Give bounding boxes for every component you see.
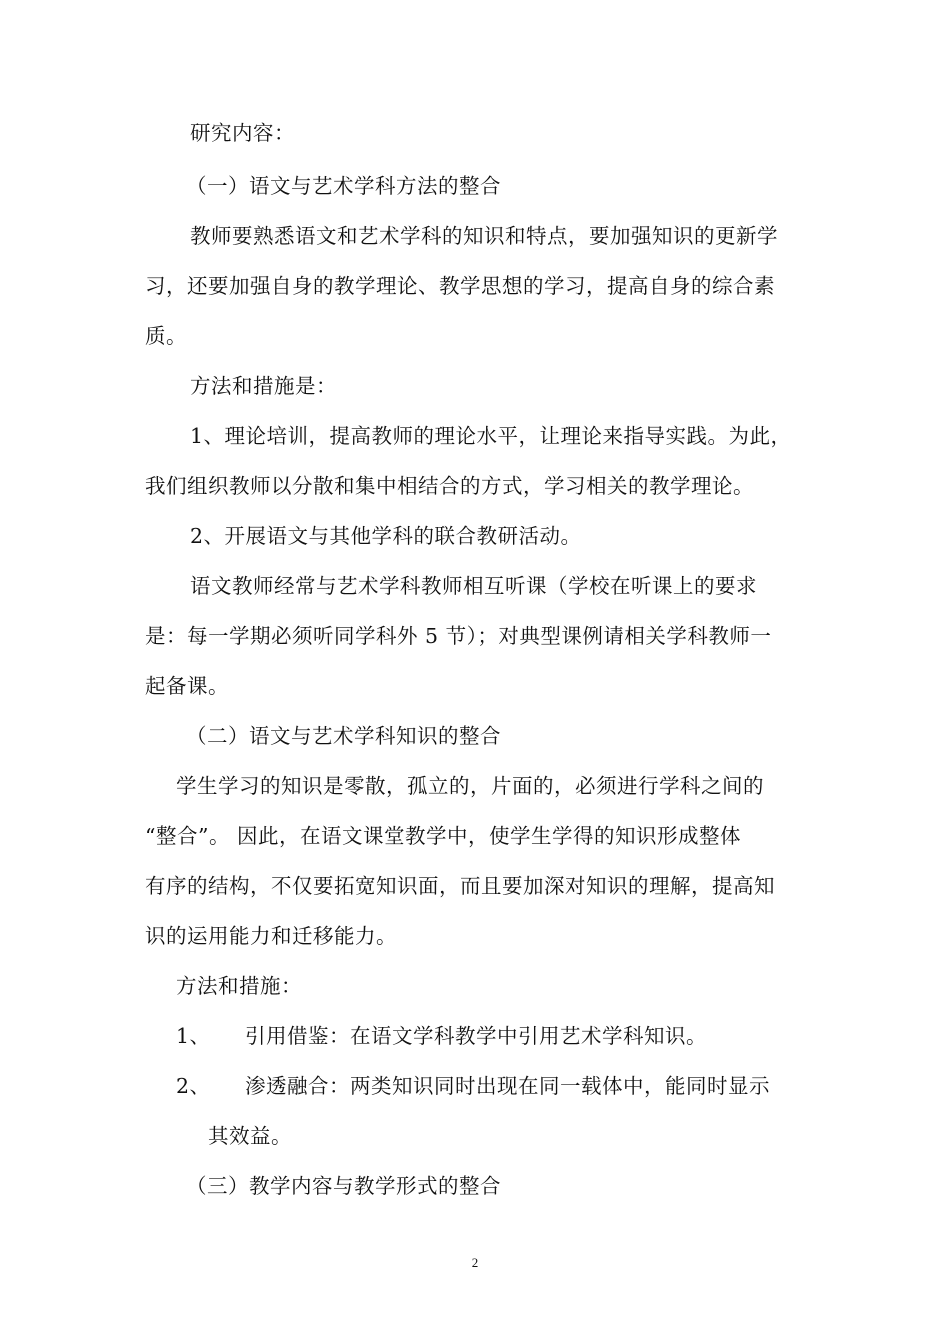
section-heading-two: （二）语文与艺术学科知识的整合 [186,724,501,748]
methods-heading: 方法和措施： [176,974,302,998]
paragraph-line: 质。 [145,324,187,348]
paragraph-line: 教师要熟悉语文和艺术学科的知识和特点，要加强知识的更新学 [190,224,778,248]
paragraph-line: 2、开展语文与其他学科的联合教研活动。 [190,524,582,548]
paragraph-line: 起备课。 [145,674,229,698]
section-heading-three: （三）教学内容与教学形式的整合 [186,1174,501,1198]
paragraph-line: 我们组织教师以分散和集中相结合的方式，学习相关的教学理论。 [145,474,754,498]
list-item-number: 1、 [176,1024,211,1048]
paragraph-line: 有序的结构，不仅要拓宽知识面，而且要加深对知识的理解，提高知 [145,874,775,898]
paragraph-line: 识的运用能力和迁移能力。 [145,924,397,948]
list-item-continuation: 其效益。 [208,1124,292,1148]
paragraph-line: 学生学习的知识是零散，孤立的，片面的，必须进行学科之间的 [176,774,764,798]
list-item-text: 渗透融合：两类知识同时出现在同一载体中，能同时显示 [245,1074,770,1098]
list-item-text: 引用借鉴：在语文学科教学中引用艺术学科知识。 [245,1024,707,1048]
paragraph-line: 习，还要加强自身的教学理论、教学思想的学习，提高自身的综合素 [145,274,775,298]
section-heading-one: （一）语文与艺术学科方法的整合 [186,174,501,198]
heading-research-content: 研究内容： [190,121,295,145]
list-item-number: 2、 [176,1074,211,1098]
paragraph-line: “整合”。 因此，在语文课堂教学中，使学生学得的知识形成整体 [145,824,741,848]
page-number: 2 [471,1255,479,1270]
paragraph-line: 语文教师经常与艺术学科教师相互听课（学校在听课上的要求 [190,574,757,598]
paragraph-line: 是：每一学期必须听同学科外 5 节）；对典型课例请相关学科教师一 [145,624,772,648]
methods-heading: 方法和措施是： [190,374,337,398]
paragraph-line: 1、理论培训，提高教师的理论水平，让理论来指导实践。为此， [190,424,792,448]
